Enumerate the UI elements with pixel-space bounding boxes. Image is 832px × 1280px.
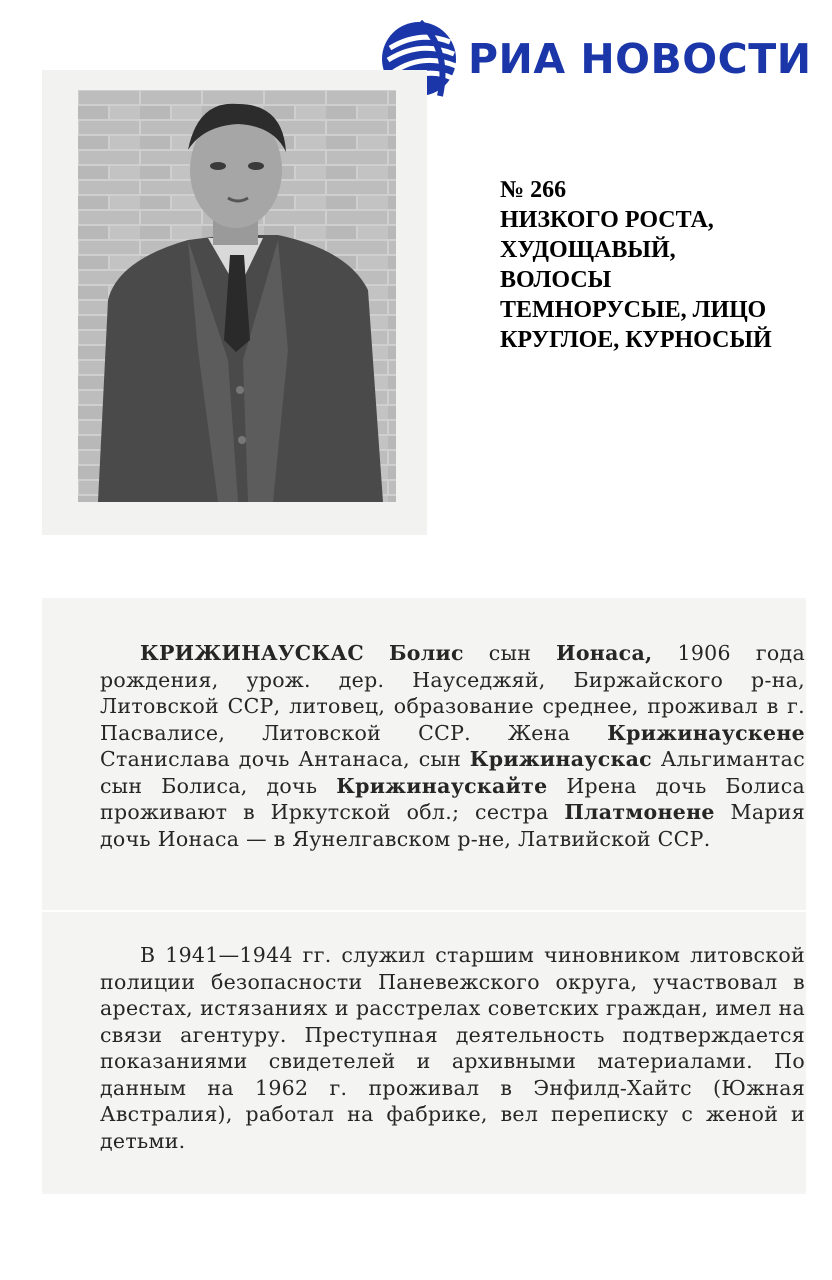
sister-surname: Платмонене (564, 800, 715, 824)
subject-surname: КРИЖИНАУСКАС (140, 641, 364, 665)
caption-number: № 266 (500, 177, 567, 203)
bio-text-3: Альгимантас сын Болиса, дочь (100, 747, 805, 798)
bio-text-4: Ирена дочь Болиса проживают в Иркутской обл.; сестра (100, 773, 805, 824)
ria-novosti-logo (380, 20, 812, 98)
subject-first-name: Болис (388, 641, 464, 665)
bio-text-5: Мария дочь Ионаса — в Яунелгавском р-не, Латвийской ССР. (100, 800, 805, 851)
portrait-photo (78, 90, 396, 502)
caption-line: ХУДОЩАВЫЙ, (500, 237, 676, 263)
description-caption (500, 175, 820, 355)
father-name: Ионаса, (556, 641, 653, 665)
caption-line: КРУГЛОЕ, КУРНОСЫЙ (500, 327, 772, 353)
wife-surname: Крижинаускене (607, 720, 805, 745)
activity-scan (42, 912, 806, 1194)
activity-text: В 1941—1944 гг. служил старшим чиновником литовской полиции безопасности Паневежского округа, участвовал в арестах, истязаниях и расстрелах советских граждан, имел на связи агентуру. Преступная деятельность подтверждается показаниями свидетелей и архивными материалами. По данным на 1962 г. проживал в Энфилд-Хайтс (Южная Австралия), работал на фабрике, вел переписку с женой и детьми. (100, 943, 805, 1153)
son-surname: Крижинаускас (469, 747, 652, 771)
bio-text-1: 1906 года рождения, урож. дер. Науседжяй, Биржайского р-на, Литовской ССР, литовец, образование среднее, проживал в г. Пасвалисе, Литовской ССР. Жена (100, 641, 805, 745)
caption-line: ВОЛОСЫ (500, 267, 612, 293)
activity-paragraph (100, 942, 805, 1154)
daughter-surname: Крижинаускайте (336, 773, 548, 798)
caption-line: НИЗКОГО РОСТА, (500, 207, 714, 233)
logo-text: РИА НОВОСТИ (468, 35, 812, 83)
son-of-text: сын (488, 641, 532, 665)
bio-text-2: Станислава дочь Антанаса, сын (100, 747, 462, 771)
biography-scan (42, 598, 806, 910)
caption-line: ТЕМНОРУСЫЕ, ЛИЦО (500, 297, 767, 323)
biography-paragraph (100, 640, 805, 852)
